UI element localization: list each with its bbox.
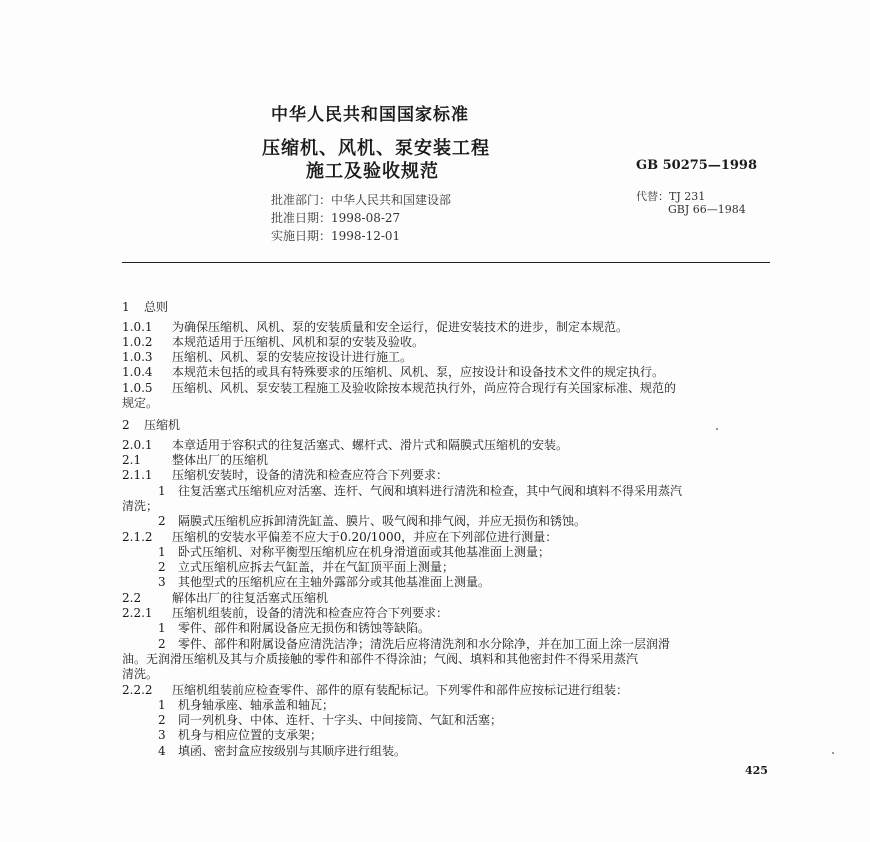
clause-text: 清洗； xyxy=(122,498,159,513)
clause-text: 填函、密封盒应按级别与其顺序进行组装。 xyxy=(178,743,407,758)
clause-text: 压缩机组装前，设备的清洗和检查应符合下列要求： xyxy=(172,606,449,620)
clause-number: 2.2.1 xyxy=(122,606,153,620)
clause-text: 本规范适用于压缩机、风机和泵的安装及验收。 xyxy=(172,334,425,349)
clause-number: 2 xyxy=(158,713,166,728)
clause-text: 机身与相应位置的支承架； xyxy=(178,728,323,743)
standard-type: 中华人民共和国国家标准 xyxy=(271,105,469,125)
clause-text: 往复活塞式压缩机应对活塞、连杆、气阀和填料进行清洗和检查，其中气阀和填料不得采用蒸汽 xyxy=(178,483,683,498)
clause-number: 1 xyxy=(158,544,166,559)
body-line xyxy=(122,394,158,411)
clause-text: 机身轴承座、轴承盖和轴瓦； xyxy=(178,697,335,712)
clause-number: 1 xyxy=(158,697,166,712)
clause-text: 同一列机身、中体、连杆、十字头、中间接筒、气缸和活塞； xyxy=(178,713,503,728)
clause-text: 整体出厂的压缩机 xyxy=(172,453,269,467)
clause-number: 1.0.4 xyxy=(122,365,153,380)
clause-text: 压缩机 xyxy=(144,418,181,433)
clause-text: 清洗。 xyxy=(122,667,159,682)
header-divider xyxy=(122,262,770,263)
clause-text: 油。无润滑压缩机及其与介质接触的零件和部件不得涂油；气阀、填料和其他密封件不得采用蒸汽 xyxy=(122,651,639,666)
clause-number: 2 xyxy=(158,636,166,651)
clause-number: 2.1 xyxy=(122,453,142,467)
scan-speck xyxy=(832,752,834,754)
clause-number: 4 xyxy=(158,743,166,758)
clause-text: 压缩机、风机、泵的安装应按设计进行施工。 xyxy=(172,350,413,365)
clause-number: 1.0.5 xyxy=(122,380,153,395)
clause-number: 2.0.1 xyxy=(122,437,153,452)
clause-text: 卧式压缩机、对称平衡型压缩机应在机身滑道面或其他基准面上测量； xyxy=(178,544,551,559)
approval-dept: 批准部门：中华人民共和国建设部 xyxy=(271,193,452,207)
clause-number: 1.0.1 xyxy=(122,319,153,334)
clause-text: 解体出厂的往复活塞式压缩机 xyxy=(172,590,329,605)
clause-text: 压缩机的安装水平偏差不应大于0.20/1000，并应在下列部位进行测量： xyxy=(172,529,558,544)
clause-number: 1.0.3 xyxy=(122,350,153,365)
clause-text: 零件、部件和附属设备应无损伤和锈蚀等缺陷。 xyxy=(178,621,431,636)
body-line xyxy=(122,416,180,433)
clause-text: 零件、部件和附属设备应清洗洁净；清洗后应将清洗剂和水分除净，并在加工面上涂一层润滑 xyxy=(178,636,671,651)
clause-number: 2.2.2 xyxy=(122,682,153,697)
clause-number: 1 xyxy=(122,300,130,314)
clause-text: 压缩机安装时，设备的清洗和检查应符合下列要求： xyxy=(172,468,449,483)
approval-date: 批准日期：1998-08-27 xyxy=(271,211,401,225)
clause-text: 立式压缩机应拆去气缸盖，并在气缸顶平面上测量； xyxy=(178,560,455,575)
clause-number: 1.0.2 xyxy=(122,334,153,349)
clause-text: 总则 xyxy=(144,300,169,314)
standard-code: GB 50275—1998 xyxy=(636,158,758,173)
scan-speck xyxy=(716,428,718,430)
body-line xyxy=(158,482,682,499)
body-line xyxy=(158,742,406,759)
clause-number: 1 xyxy=(158,483,166,498)
page-number: 425 xyxy=(745,764,768,777)
clause-text: 本规范未包括的或具有特殊要求的压缩机、风机、泵，应按设计和设备技术文件的规定执行。 xyxy=(172,365,665,380)
clause-number: 2.1.2 xyxy=(122,529,153,544)
clause-text: 本章适用于容积式的往复活塞式、螺杆式、滑片式和隔膜式压缩机的安装。 xyxy=(172,437,569,452)
clause-text: 其他型式的压缩机应在主轴外露部分或其他基准面上测量。 xyxy=(178,575,491,590)
title-line-2: 施工及验收规范 xyxy=(306,161,439,182)
clause-number: 3 xyxy=(158,575,166,590)
body-line xyxy=(122,497,158,514)
clause-number: 3 xyxy=(158,728,166,743)
clause-text: 为确保压缩机、风机、泵的安装质量和安全运行，促进安装技术的进步，制定本规范。 xyxy=(172,319,629,334)
title-line-1: 压缩机、风机、泵安装工程 xyxy=(262,138,490,159)
clause-number: 2.1.1 xyxy=(122,468,153,483)
replaces-1: 代替：TJ 231 xyxy=(636,190,706,203)
effective-date: 实施日期：1998-12-01 xyxy=(271,229,401,243)
clause-number: 2.2 xyxy=(122,590,142,605)
clause-text: 隔膜式压缩机应拆卸清洗缸盖、膜片、吸气阀和排气阀，并应无损伤和锈蚀。 xyxy=(178,514,587,529)
clause-number: 2 xyxy=(158,560,166,575)
body-line xyxy=(122,298,168,315)
clause-text: 压缩机组装前应检查零件、部件的原有装配标记。下列零件和部件应按标记进行组装： xyxy=(172,682,629,697)
clause-text: 压缩机、风机、泵安装工程施工及验收除按本规范执行外，尚应符合现行有关国家标准、规范的 xyxy=(172,380,677,395)
clause-number: 1 xyxy=(158,621,166,636)
clause-number: 2 xyxy=(122,418,130,433)
clause-number: 2 xyxy=(158,514,166,529)
body-line xyxy=(122,650,638,667)
body-line xyxy=(122,379,676,396)
replaces-2: GBJ 66—1984 xyxy=(668,203,746,216)
clause-text: 规定。 xyxy=(122,396,159,411)
